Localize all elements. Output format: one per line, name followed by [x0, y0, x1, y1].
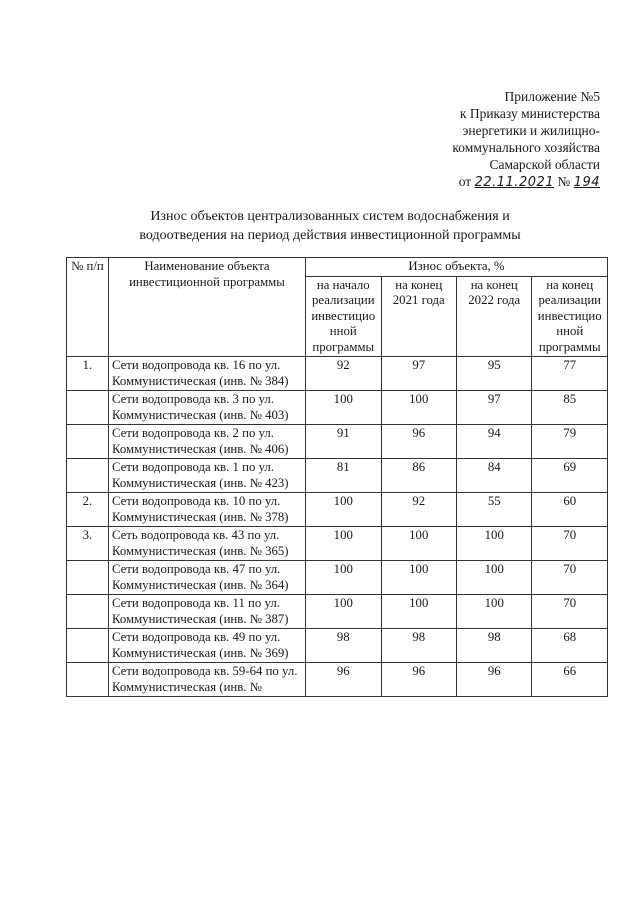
- wear-end: 85: [532, 391, 608, 425]
- object-name: Сети водопровода кв. 10 по ул. Коммунистическая (инв. № 378): [108, 493, 305, 527]
- object-name: Сети водопровода кв. 2 по ул. Коммунистическая (инв. № 406): [108, 425, 305, 459]
- wear-2022: 55: [457, 493, 532, 527]
- wear-end: 69: [532, 459, 608, 493]
- header-wear-group: Износ объекта, %: [306, 258, 608, 277]
- wear-end: 60: [532, 493, 608, 527]
- row-number: [67, 391, 109, 425]
- wear-table: [66, 257, 608, 697]
- row-number: [67, 595, 109, 629]
- header-col-2022: на конец 2022 года: [457, 276, 532, 357]
- object-name: Сети водопровода кв. 47 по ул. Коммунистическая (инв. № 364): [108, 561, 305, 595]
- header-num: № п/п: [67, 258, 109, 357]
- wear-2022: 100: [457, 561, 532, 595]
- appendix-line: энергетики и жилищно-: [462, 123, 600, 138]
- wear-2021: 86: [381, 459, 456, 493]
- wear-end: 77: [532, 357, 608, 391]
- wear-2021: 100: [381, 527, 456, 561]
- appendix-line: коммунального хозяйства: [452, 140, 600, 155]
- wear-2021: 100: [381, 561, 456, 595]
- row-number: 1.: [67, 357, 109, 391]
- table-body: [67, 357, 608, 697]
- object-name: Сети водопровода кв. 11 по ул. Коммунистическая (инв. № 387): [108, 595, 305, 629]
- wear-2021: 96: [381, 663, 456, 697]
- header-col-2021: на конец 2021 года: [381, 276, 456, 357]
- header-row-1: [67, 258, 608, 277]
- table-row: [67, 561, 608, 595]
- wear-2021: 100: [381, 595, 456, 629]
- wear-start: 98: [306, 629, 381, 663]
- row-number: [67, 561, 109, 595]
- wear-start: 92: [306, 357, 381, 391]
- wear-2022: 98: [457, 629, 532, 663]
- wear-start: 100: [306, 561, 381, 595]
- wear-2021: 92: [381, 493, 456, 527]
- table-row: [67, 459, 608, 493]
- object-name: Сети водопровода кв. 16 по ул. Коммунистическая (инв. № 384): [108, 357, 305, 391]
- header-col-start: на начало реализации инвестицио нной программы: [306, 276, 381, 357]
- object-name: Сети водопровода кв. 59-64 по ул. Коммунистическая (инв. №: [108, 663, 305, 697]
- wear-end: 70: [532, 595, 608, 629]
- order-number: 194: [573, 175, 600, 190]
- wear-2021: 98: [381, 629, 456, 663]
- wear-2022: 100: [457, 527, 532, 561]
- wear-2022: 96: [457, 663, 532, 697]
- row-number: [67, 425, 109, 459]
- order-number-prefix: №: [557, 174, 571, 189]
- wear-2022: 95: [457, 357, 532, 391]
- row-number: [67, 663, 109, 697]
- row-number: [67, 459, 109, 493]
- wear-start: 100: [306, 391, 381, 425]
- object-name: Сеть водопровода кв. 43 по ул. Коммунистическая (инв. № 365): [108, 527, 305, 561]
- wear-end: 70: [532, 561, 608, 595]
- table-row: [67, 493, 608, 527]
- order-prefix: от: [458, 174, 472, 189]
- wear-start: 100: [306, 527, 381, 561]
- object-name: Сети водопровода кв. 1 по ул. Коммунистическая (инв. № 423): [108, 459, 305, 493]
- appendix-line: к Приказу министерства: [459, 106, 600, 121]
- wear-2021: 96: [381, 425, 456, 459]
- wear-2022: 84: [457, 459, 532, 493]
- title-line-1: Износ объектов централизованных систем водоснабжения и: [150, 209, 510, 224]
- table-row: [67, 425, 608, 459]
- wear-end: 68: [532, 629, 608, 663]
- row-number: 2.: [67, 493, 109, 527]
- wear-2022: 100: [457, 595, 532, 629]
- wear-2021: 100: [381, 391, 456, 425]
- wear-start: 91: [306, 425, 381, 459]
- wear-start: 81: [306, 459, 381, 493]
- wear-start: 100: [306, 493, 381, 527]
- object-name: Сети водопровода кв. 49 по ул. Коммунистическая (инв. № 369): [108, 629, 305, 663]
- row-number: 3.: [67, 527, 109, 561]
- order-date-line: [380, 173, 600, 191]
- document-title: [80, 207, 580, 245]
- order-date: 22.11.2021: [474, 175, 555, 190]
- object-name: Сети водопровода кв. 3 по ул. Коммунистическая (инв. № 403): [108, 391, 305, 425]
- wear-start: 100: [306, 595, 381, 629]
- wear-2022: 94: [457, 425, 532, 459]
- table-row: [67, 595, 608, 629]
- appendix-line: Самарской области: [489, 157, 600, 172]
- wear-end: 70: [532, 527, 608, 561]
- wear-end: 66: [532, 663, 608, 697]
- header-name: Наименование объекта инвестиционной программы: [108, 258, 305, 357]
- table-row: [67, 357, 608, 391]
- wear-start: 96: [306, 663, 381, 697]
- table-row: [67, 527, 608, 561]
- wear-2022: 97: [457, 391, 532, 425]
- wear-end: 79: [532, 425, 608, 459]
- header-col-end: на конец реализации инвестицио нной программы: [532, 276, 608, 357]
- table-row: [67, 391, 608, 425]
- wear-2021: 97: [381, 357, 456, 391]
- table-row: [67, 663, 608, 697]
- appendix-title: Приложение №5: [504, 89, 600, 104]
- row-number: [67, 629, 109, 663]
- title-line-2: водоотведения на период действия инвестиционной программы: [139, 228, 521, 243]
- appendix-block: [380, 88, 600, 191]
- table-row: [67, 629, 608, 663]
